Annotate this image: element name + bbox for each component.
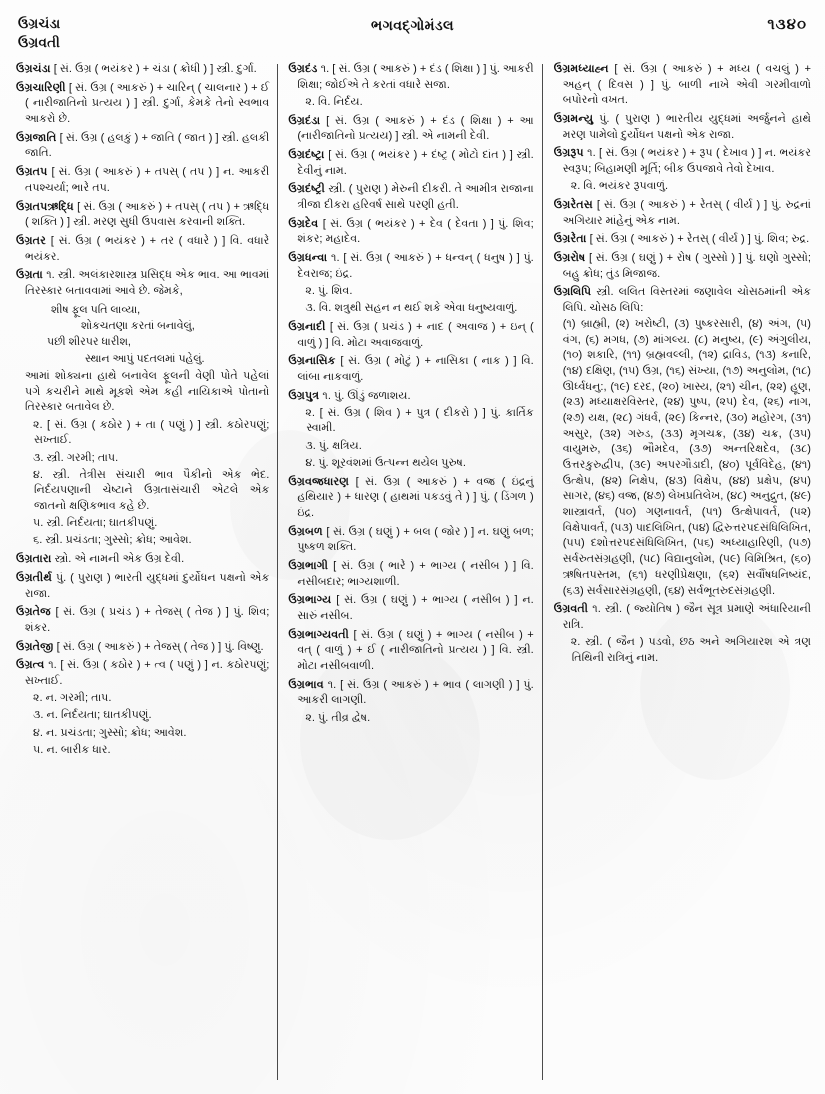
- list-item: (૩૬) ભૌમદેવ,: [611, 443, 679, 456]
- page-number: ૧૩૪૦: [767, 16, 807, 33]
- dictionary-entry: [554, 251, 811, 282]
- list-item: (૩૧) અસુર,: [562, 411, 811, 440]
- entry-definition: ૧. [ સં. ઉગ્ર ( આકરું ) + ધન્વન્ ( ધનુષ ) ] પું. દેવરાજ; ઇંદ્ર.: [297, 252, 534, 280]
- dictionary-entry: [288, 148, 533, 179]
- entry-headword: ઉગ્રજાતિ: [16, 131, 60, 144]
- entry-definition: [ સં. ઉગ્ર ( આકરું ) + તપસ્ ( તપ ) + ઋદ્ધિ ( શક્તિ ) ] સ્ત્રી. મરણ સુધી ઉપવાસ કરવાની શક્તિ.: [25, 200, 270, 229]
- list-item: (૪૪) પ્રક્ષેપ,: [728, 474, 783, 487]
- entry-headword: ઉગ્રરૂપ: [553, 147, 588, 160]
- list-item: (૪) અંગ,: [748, 317, 791, 330]
- list-item: (૯) અંગુલીય,: [748, 333, 811, 346]
- dictionary-entry: [16, 658, 269, 758]
- list-item: (૪૧) ઉત્ક્ષેપ,: [562, 459, 811, 487]
- entry-definition: ૧. [ સં. ઉગ્ર ( આકરું ) + ભાવ ( લાગણી ) ] પું. આકરી લાગણી.: [297, 678, 534, 707]
- entry-sense: ૨. પું. તીવ્ર દ્વેષ.: [305, 711, 371, 724]
- entry-headword: ઉગ્રદંષ્ટ્રી: [288, 183, 329, 196]
- entry-sense: ૨. [ સં. ઉગ્ર ( શિવ ) + પુત્ર ( દીકરો ) ] પું. કાર્તિક સ્વામી.: [305, 406, 534, 435]
- list-item: (૧૫) ઉગ્ર,: [619, 364, 663, 377]
- verse-line: શીષ ફૂલ પતિ લાવ્યા,: [51, 303, 141, 316]
- list-item: (૮) મનુષ્ય,: [694, 333, 745, 346]
- entry-definition: [ સં. ઉગ્ર ( ઘણું ) + રોષ ( ગુસ્સો ) ] પું. ઘણો ગુસ્સો; બહુ ક્રોધ; તુંડ મિજાજ.: [562, 252, 811, 280]
- entry-definition: [ સં. ઉગ્ર ( ભયંકર ) + ચંડા ( ક્રોધી ) ] સ્ત્રી. દુર્ગા.: [53, 63, 257, 75]
- list-item: (૩૮) ઉત્તરકુરુદ્વીપ,: [562, 443, 811, 471]
- list-item: (૧૮) ઊર્ધ્વધનુ:,: [562, 364, 811, 393]
- list-item: (૨૩) મધ્યાક્ષરવિસ્તર,: [562, 396, 659, 409]
- list-item: (૨૯) કિન્નર,: [664, 411, 723, 424]
- entry-definition: [ સં. ઉગ્ર ( પ્રચંડ ) + નાદ ( અવાજ ) + ઇન્ ( વાળું ) ] વિ. મોટા અવાજવાળું.: [297, 320, 534, 349]
- list-item: (૬) મગધ,: [585, 333, 630, 346]
- list-item: (૭) માંગલ્ય.: [633, 333, 690, 346]
- list-item: (૧૩) કનારિ,: [755, 349, 811, 362]
- entry-sense: ૪. ન. પ્રચંડતા; ગુસ્સો; ક્રોધ; આવેશ.: [33, 726, 187, 739]
- entry-headword: ઉગ્રમન્યુ: [553, 113, 600, 126]
- list-item: (૩૫) વાયુમરુ,: [562, 427, 811, 456]
- page-header: [18, 14, 807, 56]
- list-item: (૬૦) ઋષિતપસ્તમ,: [562, 553, 811, 581]
- dictionary-entry: [16, 200, 269, 231]
- list-item: (૩૩) મૃગચક્ર,: [660, 427, 726, 440]
- list-item: (૬૧) ધરણીપ્રેક્ષણા,: [628, 568, 712, 581]
- dictionary-entry: [554, 285, 811, 599]
- dictionary-entry: [16, 81, 269, 128]
- dictionary-entry: [288, 217, 533, 248]
- list-item: (૨૫) દેવ,: [715, 396, 759, 409]
- dictionary-entry: [16, 571, 269, 602]
- entry-definition: સ્ત્રી. ( પુરાણ ) મેરુની દીકરી. તે આમીત્ર રાજાના ત્રીજા દીકરા હરિવર્ષ સાથે પરણી હતી.: [297, 183, 534, 211]
- list-item: (૬૪) સર્વભૂતરુદસંગ્રહણી.: [664, 584, 776, 597]
- dictionary-entry: [288, 114, 533, 145]
- entry-headword: ઉગ્રબળ: [288, 525, 327, 538]
- dictionary-entry: [16, 552, 269, 568]
- list-item: (૧૭) અનુલોમ,: [722, 364, 789, 377]
- list-item: (૧૬) સંખ્યા,: [665, 364, 719, 377]
- entry-definition: પું. ( પુરાણ ) ભારતી યુદ્ધમાં દુર્યોધન પક્ષનો એક રાજા.: [25, 571, 270, 600]
- entry-headword: ઉગ્રધન્વા: [288, 252, 332, 265]
- entry-definition: [ સં. ઉગ્ર ( ઘણું ) + ભાગ્ય ( નસીબ ) + વત્ ( વાળું ) + ઈ ( નારીજાતિનો પ્રત્યય ) ] વિ. સ્ત્રી. મોટા નસીબવાળી.: [297, 628, 534, 673]
- list-item: (૧) બ્રાહ્મી,: [562, 317, 611, 330]
- list-item: (૪૫) સાગર,: [562, 474, 811, 503]
- entry-headword: ઉગ્રતપઋદ્ધિ: [16, 200, 78, 213]
- entry-headword: ઉગ્રદંડા: [288, 114, 327, 127]
- entry-headword: ઉગ્રમધ્યાહ્ન: [553, 63, 615, 75]
- entry-sense: ૫. ન. બારીક ધાર.: [33, 743, 111, 756]
- dictionary-entry: [16, 605, 269, 636]
- list-item: (૨) ખરોષ્ટી,: [615, 317, 669, 330]
- dictionary-entry: [554, 198, 811, 229]
- entry-headword: ઉગ્રવતી: [553, 603, 593, 616]
- entry-definition: [ સં. ઉગ્ર ( આકરું ) + મધ્ય ( વચલું ) + અહન્ ( દિવસ ) ] પું. બાળી નાખે એવી ગરમીવાળો બપોરનો વખત.: [562, 63, 811, 107]
- entry-headword: ઉગ્રનાદી: [288, 320, 330, 333]
- running-head-last-entry: ઉગ્રવતી: [18, 35, 61, 51]
- dictionary-column-2: [278, 62, 541, 1086]
- dictionary-entry: [16, 165, 269, 196]
- list-item: (૫૬) અધ્યાહારિણી,: [692, 537, 783, 550]
- entry-headword: ઉગ્રતપ: [16, 166, 52, 179]
- list-item: (૪૦) પૂર્વવિદેહ,: [718, 459, 786, 471]
- entry-headword: ઉગ્રભાવ: [288, 678, 328, 691]
- list-item: (૧૧) બ્રહ્મવલ્લી,: [622, 349, 694, 362]
- entry-sense: ૨. ન. ગરમી; તાપ.: [33, 692, 112, 705]
- entry-definition: [ સં. ઉગ્ર ( હલકું ) + જાતિ ( જાત ) ] સ્ત્રી. હલકી જાતિ.: [25, 131, 270, 160]
- dictionary-entry: [288, 182, 533, 213]
- entry-definition: [ સં. ઉગ્ર ( ઘણું ) + ભાગ્ય ( નસીબ ) ] ન. સારું નસીબ.: [297, 594, 534, 622]
- entry-definition: [ સં. ઉગ્ર ( આકરું ) + રેતસ્ ( વીર્ય ) ] પું. રુદ્રનાં અગિયાર માંહેનું એક નામ.: [562, 199, 811, 227]
- dictionary-entry: [288, 559, 533, 590]
- dictionary-entry: [16, 131, 269, 162]
- entry-sense: ૩. ન. નિર્દયતા; ઘાતકીપણું.: [33, 709, 152, 722]
- book-title: ભગવદ્ગોમંડલ: [370, 17, 455, 33]
- entry-definition: સ્ત્રો. એ નામની એક ઉગ્ર દેવી.: [54, 553, 185, 566]
- dictionary-entry: [16, 640, 269, 656]
- entry-headword: ઉગ્રભાગ્ય: [288, 594, 337, 607]
- list-item: (૫૫) દશોત્તરપદસંધિલિખિત,: [562, 537, 687, 550]
- entry-definition: [ સં. ઉગ્ર ( ભયંકર ) + દેવ ( દેવતા ) ] પું. શિવ; શંકર; મહાદેવ.: [297, 217, 534, 246]
- dictionary-entry: [288, 320, 533, 351]
- entry-definition: સ્ત્રી. લલિત વિસ્તરમાં જણાવેલ ચોસઠમાંની એક લિપિ. ચોસઠ લિપિ:: [562, 286, 811, 315]
- entry-definition: ૧. પું. ઊંડું જળાશય.: [322, 389, 411, 402]
- entry-headword: ઉગ્રતા: [16, 269, 47, 282]
- list-item: (૧૪) દક્ષિણ,: [562, 364, 616, 377]
- entry-headword: ઉગ્રચારિણી: [16, 81, 69, 94]
- entry-headword: ઉગ્રતર: [16, 234, 51, 247]
- list-item: (૪૮) અનુદ્રુત,: [726, 490, 787, 503]
- entry-sense: ૩. પું. ક્ષત્રિય.: [305, 439, 362, 452]
- entry-sense: ૪. પું. શૂરવંશમાં ઉત્પન્ન થયેલ પુરુષ.: [305, 456, 466, 469]
- entry-headword: ઉગ્રતીર્થ: [16, 571, 56, 584]
- list-item: (૩૪) ચક્ર,: [732, 427, 782, 440]
- list-item: (૬૩) સર્વસારસંગ્રહણી,: [562, 584, 662, 597]
- entry-definition: ૧. સ્ત્રી. અલંકારશાસ્ત્ર પ્રસિદ્ધ એક ભાવ. આ ભાવમાં તિરસ્કાર બતાવવામાં આવે છે. જેમકે,: [25, 269, 270, 297]
- entry-definition: ૧. [ સં. ઉગ્ર ( ભયંકર ) + રૂપ ( દેખાવ ) ] ન. ભયંકર સ્વરૂપ; બિહામણી મૂર્તિ; બીક ઉપજાવે તેવો દેખાવ.: [562, 147, 811, 176]
- list-item: (૫૦) ગણનાવર્ત,: [614, 506, 693, 519]
- entry-headword: ઉગ્રતેજી: [16, 640, 57, 653]
- entry-headword: ઉગ્રતેજ: [16, 606, 56, 619]
- entry-definition: પું. ( પુરાણ ) ભારતીય યુદ્ધમાં અર્જુનને હાથે મરણ પામેલો દુર્યોધન પક્ષનો એક રાજા.: [562, 113, 811, 141]
- dictionary-column-1: [16, 62, 277, 1086]
- running-head-first-entry: ઉગ્રચંડા: [18, 16, 61, 31]
- list-item: (૧૦) શકારિ,: [562, 349, 618, 362]
- column-container: [16, 62, 811, 1086]
- list-item: (૨૭) યક્ષ,: [562, 411, 609, 424]
- entry-definition: ૧. સ્ત્રી. ( જ્યોતિષ ) જૈન સૂત્ર પ્રમાણે અંધારિયાની રાત્રિ.: [562, 603, 811, 631]
- list-item: (૫૩) પાદલિખિત,: [610, 521, 685, 534]
- list-item: (૩) પુષ્કરસારી,: [674, 317, 743, 330]
- list-item: (૧૨) દ્રાવિડ,: [698, 349, 751, 362]
- dictionary-entry: [288, 389, 533, 472]
- entry-verse-quotation: [25, 302, 269, 367]
- list-item: (૪૬) વજ્ર,: [594, 490, 640, 503]
- list-item: (૧૯) દરદ,: [610, 380, 655, 393]
- entry-definition: [ સં. ઉગ્ર ( મોટું ) + નાસિકા ( નાક ) ] વિ. લાંબા નાકવાળું.: [297, 355, 534, 383]
- entry-sense: ૩. સ્ત્રી. ગરમી; તાપ.: [33, 451, 119, 464]
- list-item: (૫૭) સર્વરુતસંગ્રહણી,: [562, 537, 811, 566]
- entry-headword: ઉગ્રભાગી: [288, 559, 334, 572]
- list-item: (૩૯) અપરગૌડાદી,: [629, 459, 714, 471]
- entry-definition: [ સં. ઉગ્ર ( આકરું ) + રેતસ્ ( વીર્ય ) ] પું. શિવ; રુદ્ર.: [589, 233, 810, 246]
- entry-headword: ઉગ્રદેવ: [288, 217, 323, 230]
- verse-line: શોકચતણા કરતાં બનાવેલું,: [81, 319, 195, 332]
- dictionary-entry: [554, 146, 811, 195]
- verse-line: સ્થાન આપું પદતલમાં પહેલું.: [85, 352, 205, 365]
- dictionary-column-3: [543, 62, 811, 1086]
- dictionary-entry: [554, 112, 811, 143]
- dictionary-entry: [16, 234, 269, 265]
- list-item: (૫૨) વિક્ષેપાવર્ત,: [562, 506, 811, 534]
- list-item: (૨૦) ખાસ્ય,: [658, 380, 713, 393]
- entry-definition: [ સં. ઉગ્ર ( આકરું ) + દંડ ( શિક્ષા ) + આ (નારીજાતિનો પ્રત્યય) ] સ્ત્રી. એ નામની દેવી.: [297, 114, 534, 143]
- dictionary-entry: [554, 62, 811, 109]
- dictionary-entry: [288, 354, 533, 385]
- dictionary-entry: [554, 232, 811, 248]
- entry-sense: ૨. પું. શિવ.: [305, 284, 353, 297]
- list-item: (૨૧) ચીન,: [715, 380, 763, 393]
- entry-definition: [ સં. ઉગ્ર ( ભયંકર ) + તર ( વધારે ) ] વિ. વધારે ભયંકર.: [25, 234, 270, 263]
- entry-headword: ઉગ્રરેતા: [553, 233, 590, 246]
- entry-headword: ઉગ્રવજ્રધારણ: [288, 475, 356, 488]
- list-item: (૫૮) વિદ્યાનુલોમ,: [639, 553, 715, 566]
- entry-definition: [ સં. ઉગ્ર ( આકરું ) + ચારિન્ ( ચાલનાર ) + ઈ ( નારીજાતિનો પ્રત્યય ) ] સ્ત્રી. દુર્ગા, કેમકે તેનો સ્વભાવ આકરો છે.: [25, 81, 270, 126]
- dictionary-entry: [288, 525, 533, 556]
- list-item: (૨૮) ગંધર્વ,: [612, 411, 661, 424]
- entry-sense: ૨. સ્ત્રી. ( જૈન ) પડવો, છઠ અને અગિયારશ એ ત્રણ તિથિની રાત્રિનું નામ.: [570, 636, 811, 664]
- list-item: (૨૬) નાગ,: [763, 396, 811, 409]
- list-item: (૪૯) શાસ્ત્રાવર્ત,: [562, 490, 811, 519]
- entry-definition: [ સં. ઉગ્ર ( ભારે ) + ભાગ્ય ( નસીબ ) ] વિ. નસીબદાર; ભાગ્યશાળી.: [297, 559, 534, 588]
- dictionary-entry: [288, 593, 533, 624]
- entry-sense: ૨. વિ. નિર્દય.: [305, 95, 363, 108]
- list-item: (૫૧) ઉત્ક્ષેપાવર્ત,: [701, 506, 781, 519]
- entry-definition: ૧. [ સં. ઉગ્ર ( કઠોર ) + ત્વ ( પણું ) ] ન. કઠોરપણું; સખ્તાઈ.: [25, 659, 270, 687]
- entry-definition: [ સં. ઉગ્ર ( ઘણું ) + બલ ( જોર ) ] ન. ઘણું બળ; પુષ્કળ શક્તિ.: [297, 525, 534, 554]
- list-item: (૫) વંગ,: [562, 317, 811, 346]
- entry-definition: ૧. [ સં. ઉગ્ર ( આકરું ) + દંડ ( શિક્ષા ) ] પું. આકરી શિક્ષા; જોઈએ તે કરતાં વધારે સજા.: [297, 63, 534, 91]
- list-item: (૬૨) સર્વૌષધનિષ્યંદ,: [718, 568, 811, 581]
- list-item: (૫૪) દ્વિરુત્તરપદસંધિલિખિત,: [687, 521, 811, 534]
- dictionary-entry: [16, 62, 269, 78]
- entry-sense: ૨. વિ. ભયંકર રૂપવાળું.: [570, 180, 669, 193]
- entry-enumerated-list: [563, 317, 811, 599]
- entry-definition: [ સં. ઉગ્ર ( આકરું ) + વજ્ર ( ઇંદ્રનું હથિયાર ) + ધારણ ( હાથમાં પકડવું તે ) ] પું. ( ડિંગળ ) ઇંદ્ર.: [297, 475, 534, 519]
- entry-verse-explanation: આમાં શોક્યના હાથે બનાવેલ ફૂલની વેણી પોતે પહેલાં પગે કચરીને માથે મૂકશે એમ કહી નાયિકાએ પોતાનો તિરસ્કાર બતાવેલ છે.: [25, 370, 270, 414]
- entry-definition: [ સં. ઉગ્ર ( ભયંકર ) + દંષ્ટ્ર ( મોટો દાંત ) ] સ્ત્રી. દેવીનું નામ.: [297, 148, 534, 177]
- dictionary-entry: [288, 475, 533, 522]
- entry-headword: ઉગ્રદંષ્ટ્રા: [288, 148, 329, 161]
- list-item: (૨૪) પુષ્પ,: [663, 396, 711, 409]
- entry-definition: [ સં. ઉગ્ર ( પ્રચંડ ) + તેજસ્ ( તેજ ) ] પું. શિવ; શંકર.: [25, 606, 270, 634]
- entry-definition: [ સં. ઉગ્ર ( આકરું ) + તપસ્ ( તપ ) ] ન. આકરી તપશ્ચર્યા; ભારે તપ.: [25, 166, 270, 194]
- entry-definition: [ સં. ઉગ્ર ( આકરું ) + તેજસ્ ( તેજ ) ] પું. વિષ્ણુ.: [56, 640, 264, 653]
- entry-headword: ઉગ્રરેતસ: [553, 199, 597, 211]
- entry-headword: ઉગ્રનાસિક: [288, 355, 341, 368]
- entry-headword: ઉગ્રભાગ્યવતી: [288, 628, 354, 641]
- entry-headword: ઉગ્રચંડા: [16, 63, 54, 75]
- list-item: (૪૩) વિક્ષેપ,: [665, 474, 722, 487]
- list-item: (૩૨) ગરુડ,: [599, 427, 654, 440]
- list-item: (૪૨) નિક્ષેપ,: [601, 474, 659, 487]
- entry-headword: ઉગ્રદંડ: [288, 63, 321, 75]
- entry-headword: ઉગ્રપુત્ર: [288, 389, 323, 402]
- dictionary-entry: [288, 628, 533, 675]
- verse-line: પછી શીરપર ધારીશ,: [47, 336, 131, 349]
- list-item: (૪૭) લેખપ્રતિલેખ,: [643, 490, 724, 503]
- dictionary-entry: [288, 678, 533, 727]
- entry-headword: ઉગ્રરોષ: [553, 252, 590, 265]
- entry-sense: ૨. [ સં. ઉગ્ર ( કઠોર ) + તા ( પણું ) ] સ્ત્રી. કઠોરપણું; સખ્તાઈ.: [33, 418, 270, 447]
- dictionary-entry: [288, 251, 533, 317]
- dictionary-entry: [554, 602, 811, 666]
- list-item: (૩૭) અન્તરિક્ષદેવ,: [689, 443, 780, 456]
- entry-sense: ૫. સ્ત્રી. નિર્દયતા; ઘાતકીપણું.: [33, 517, 158, 530]
- list-item: (૫૯) વિમિશ્રિત,: [719, 553, 787, 566]
- entry-headword: ઉગ્રતારા: [16, 553, 55, 566]
- entry-sense: ૩. વિ. શત્રુથી સહન ન થઈ શકે એવા ધનુષ્યવાળું.: [305, 302, 518, 315]
- list-item: (૩૦) મહોરગ,: [726, 411, 787, 424]
- dictionary-entry: [16, 268, 269, 549]
- entry-sense: ૪. સ્ત્રી. તેત્રીસ સંચારી ભાવ પૈકીનો એક ભેદ. નિર્દયપણાની ચેષ્ટાને ઉગ્રતાસંચારી એટલે એક જાતનો ક્ષણિકભાવ કહે છે.: [33, 468, 270, 513]
- entry-sense: ૬. સ્ત્રી. પ્રચંડતા; ગુસ્સો; ક્રોધ; આવેશ.: [33, 534, 192, 547]
- list-item: (૨૨) હૂણ,: [766, 380, 811, 393]
- entry-headword: ઉગ્રલિપિ: [553, 286, 597, 299]
- dictionary-entry: [288, 62, 533, 111]
- entry-headword: ઉગ્રત્વ: [16, 659, 49, 672]
